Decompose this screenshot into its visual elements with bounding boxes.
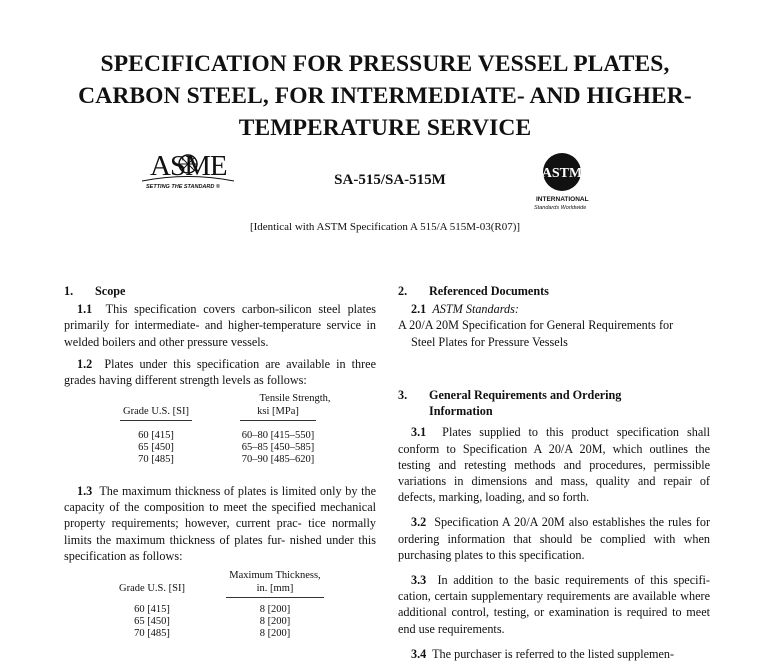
title-line-2: CARBON STEEL, FOR INTERMEDIATE- AND HIGHER- xyxy=(78,83,692,109)
table-header: Maximum Thickness, xyxy=(229,570,321,581)
identical-note: [Identical with ASTM Specification A 515/A 515M-03(R07)] xyxy=(249,221,521,233)
section-number: 3. xyxy=(398,388,408,402)
paragraph-3-1: 3.1 Plates supplied to this product specification shall conform to Specification A 20/A 20M, which outlines the testing and retesting methods and procedures, permissible variations in dimensions and mass, quality and repair of defects, marking, loading, and so forth. xyxy=(398,425,710,505)
section-1-heading xyxy=(64,283,376,299)
spec-number: SA-515/SA-515M xyxy=(334,172,446,188)
asme-tagline: SETTING THE STANDARD ® xyxy=(146,184,220,190)
title-line-1: SPECIFICATION FOR PRESSURE VESSEL PLATES, xyxy=(100,51,670,77)
astm-international: INTERNATIONAL xyxy=(536,196,589,203)
left-column xyxy=(64,283,376,388)
right-column xyxy=(398,283,710,350)
paragraph-3-2: 3.2 Specification A 20/A 20M also establishes the rules for ordering information that should be complied with when purchasing plates to this specification. xyxy=(398,515,711,562)
paragraph-3-4: 3.4 The purchaser is referred to the listed supplemen- xyxy=(411,646,675,661)
paragraph-number: 2.1 xyxy=(411,302,427,317)
document-title xyxy=(0,48,770,144)
section-3 xyxy=(398,387,710,662)
paragraph-number: 1.3 xyxy=(77,484,93,498)
paragraph-3-3: 3.3 In addition to the basic requirements of this specifi- cation, certain supplementary requirements are available where additional control, testing, or examination is required to meet end use requirements. xyxy=(398,573,710,636)
paragraph-number: 3.2 xyxy=(411,515,427,530)
paragraph-1-3: 1.3 The maximum thickness of plates is limited only by the capacity of the composition to meet the specified mechanical property requirements; however, current prac- tice normally limits the maximum thickness of plates fur- nished under this specification as follows: xyxy=(64,484,377,563)
paragraph-number: 3.3 xyxy=(411,573,427,588)
paragraph-2-1: 2.1 ASTM Standards: xyxy=(411,302,519,317)
section-2-heading xyxy=(398,283,710,299)
asme-logo xyxy=(138,150,238,198)
table-header: Grade U.S. [SI] xyxy=(119,583,185,594)
paragraph-1-2: 1.2 Plates under this specification are available in three grades having different strength levels as follows: xyxy=(64,356,376,388)
title-line-3: TEMPERATURE SERVICE xyxy=(238,115,532,141)
table-header: in. [mm] xyxy=(226,583,324,598)
section-title: Scope xyxy=(95,284,126,298)
section-number: 1. xyxy=(64,284,74,298)
table-header: ksi [MPa] xyxy=(240,406,316,421)
paragraph-1-1: 1.1 This specification covers carbon-silicon steel plates primarily for intermediate- and higher-temperature service in welded boilers and other pressure vessels. xyxy=(64,302,377,349)
table-row: 60–80 [415–550] 65–85 [450–585] 70–90 [485–620] xyxy=(241,430,315,465)
asme-wordmark: ASME xyxy=(150,150,227,182)
table-row: 8 [200] 8 [200] 8 [200] xyxy=(259,604,291,639)
astm-tagline: Standards Worldwide xyxy=(534,205,587,211)
astm-wordmark: ASTM xyxy=(541,166,583,181)
table-row: 60 [415] 65 [450] 70 [485] xyxy=(138,430,174,465)
table-header: Tensile Strength, xyxy=(259,393,331,404)
section-title: General Requirements and Ordering Information xyxy=(429,388,622,419)
table-header: Grade U.S. [SI] xyxy=(120,406,192,421)
paragraph-number: 3.1 xyxy=(411,425,427,440)
table-row: 60 [415] 65 [450] 70 [485] xyxy=(134,604,170,639)
section-title: Referenced Documents xyxy=(429,284,549,298)
section-3-heading xyxy=(398,387,710,419)
paragraph-number: 1.2 xyxy=(77,356,93,371)
section-number: 2. xyxy=(398,284,408,298)
paragraph-number: 3.4 xyxy=(411,646,427,661)
reference-item: A 20/A 20M Specification for General Requirements for Steel Plates for Pressure Vessels xyxy=(398,318,674,349)
paragraph-number: 1.1 xyxy=(77,302,93,317)
